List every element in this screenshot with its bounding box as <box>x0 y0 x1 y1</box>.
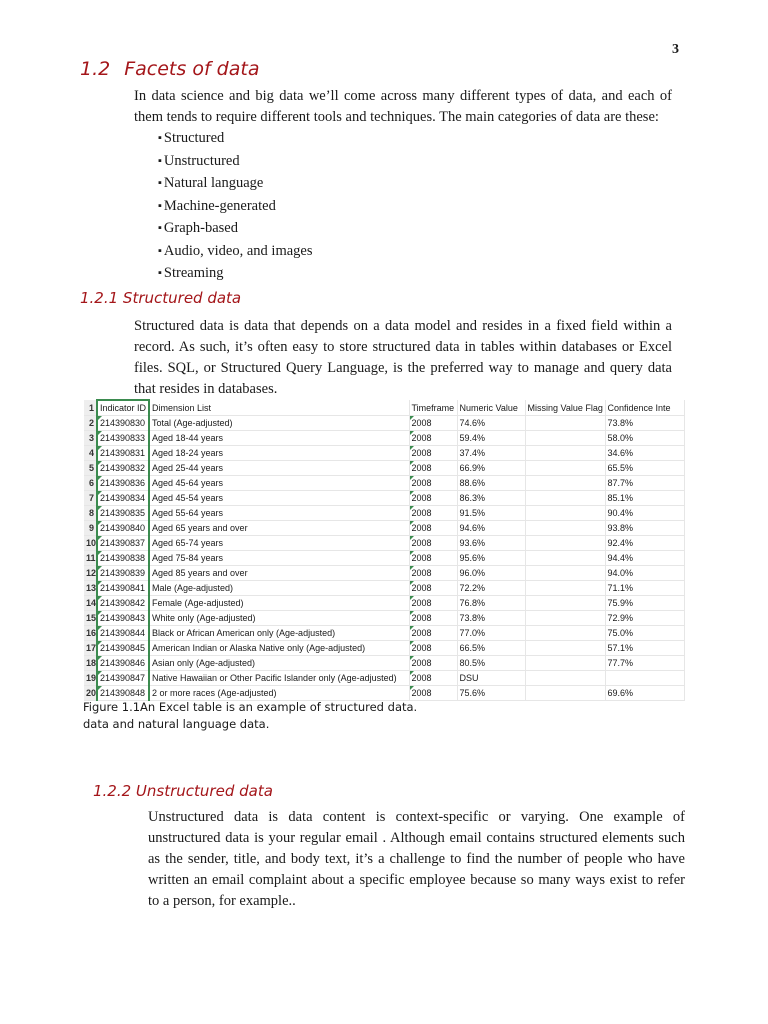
table-cell[interactable] <box>525 491 605 506</box>
table-cell[interactable]: 37.4% <box>457 446 525 461</box>
row-number: 8 <box>84 506 97 521</box>
table-cell[interactable]: 34.6% <box>605 446 684 461</box>
table-cell[interactable] <box>605 671 684 686</box>
unstructured-heading: 1.2.2 Unstructured data <box>93 782 273 800</box>
column-header[interactable]: Indicator ID <box>97 400 149 416</box>
page-number: 3 <box>672 42 679 57</box>
list-item: ▪ Streaming <box>158 263 313 286</box>
table-cell[interactable] <box>525 626 605 641</box>
table-row <box>84 581 684 596</box>
table-cell[interactable]: Asian only (Age-adjusted) <box>149 656 409 671</box>
table-cell[interactable]: 94.4% <box>605 551 684 566</box>
intro-paragraph: In data science and big data we’ll come across many different types of data, and each of them tends to require different tools and techniques. The main categories of data are these: <box>134 88 672 125</box>
table-cell[interactable]: Total (Age-adjusted) <box>149 416 409 431</box>
table-cell[interactable]: 80.5% <box>457 656 525 671</box>
table-cell[interactable]: 2008 <box>409 686 457 701</box>
list-item: ▪ Audio, video, and images <box>158 241 313 264</box>
table-cell[interactable]: Aged 65 years and over <box>149 521 409 536</box>
column-header[interactable]: Confidence Inte <box>605 400 684 416</box>
table-row <box>84 461 684 476</box>
table-cell[interactable]: 75.6% <box>457 686 525 701</box>
row-number: 12 <box>84 566 97 581</box>
unstructured-paragraph: Unstructured data is data content is context-specific or varying. One example of unstructured data is your regular email . Although email contains structured elements such as the sender, title, and body text, it’s a challenge to find the number of people who have written an email complaint about a specific employee because so many ways exist to refer to a person, for example.. <box>148 809 685 909</box>
table-cell[interactable]: 87.7% <box>605 476 684 491</box>
caption-line: data and natural language data. <box>83 717 270 731</box>
table-cell[interactable]: 214390847 <box>97 671 149 686</box>
row-number: 5 <box>84 461 97 476</box>
table-cell[interactable]: 2008 <box>409 671 457 686</box>
table-cell[interactable]: 214390839 <box>97 566 149 581</box>
table-row <box>84 521 684 536</box>
table-cell[interactable]: DSU <box>457 671 525 686</box>
table-cell[interactable] <box>525 671 605 686</box>
table-cell[interactable]: 2008 <box>409 596 457 611</box>
caption-line: Figure 1.1An Excel table is an example of structured data. <box>83 700 418 714</box>
table-row <box>84 551 684 566</box>
category-list <box>158 128 313 286</box>
table-cell[interactable]: 93.6% <box>457 536 525 551</box>
table-cell[interactable]: 2008 <box>409 506 457 521</box>
table-cell[interactable]: 214390841 <box>97 581 149 596</box>
table-cell[interactable]: 214390843 <box>97 611 149 626</box>
table-cell[interactable]: 2008 <box>409 431 457 446</box>
table-cell[interactable]: 58.0% <box>605 431 684 446</box>
table-cell[interactable]: 66.9% <box>457 461 525 476</box>
figure-caption <box>83 699 583 733</box>
table-cell[interactable]: American Indian or Alaska Native only (Age-adjusted) <box>149 641 409 656</box>
table-cell[interactable]: 95.6% <box>457 551 525 566</box>
table-cell[interactable]: 2008 <box>409 416 457 431</box>
list-item: ▪ Structured <box>158 128 313 151</box>
section-heading <box>80 58 259 80</box>
table-cell[interactable]: 214390838 <box>97 551 149 566</box>
table-cell[interactable]: 214390848 <box>97 686 149 701</box>
table-cell[interactable]: 74.6% <box>457 416 525 431</box>
table-cell[interactable]: 77.7% <box>605 656 684 671</box>
table-row <box>84 671 684 686</box>
table-cell[interactable] <box>525 596 605 611</box>
table-row <box>84 536 684 551</box>
table-cell[interactable]: 214390846 <box>97 656 149 671</box>
table-cell[interactable]: 59.4% <box>457 431 525 446</box>
table-cell[interactable]: 214390833 <box>97 431 149 446</box>
table-row <box>84 416 684 431</box>
table-cell[interactable]: 2008 <box>409 536 457 551</box>
row-number: 1 <box>84 400 97 416</box>
row-number: 17 <box>84 641 97 656</box>
table-cell[interactable] <box>525 611 605 626</box>
table-cell[interactable]: 72.9% <box>605 611 684 626</box>
table-row <box>84 611 684 626</box>
table-cell[interactable] <box>525 431 605 446</box>
section-title: Facets of data <box>124 58 260 80</box>
table-cell[interactable]: 214390836 <box>97 476 149 491</box>
section-number: 1.2 <box>80 58 111 80</box>
table-header-row <box>84 400 684 416</box>
table-cell[interactable]: 214390830 <box>97 416 149 431</box>
column-header[interactable]: Dimension List <box>149 400 409 416</box>
table-cell[interactable]: 2008 <box>409 656 457 671</box>
table-cell[interactable]: 75.9% <box>605 596 684 611</box>
table-row <box>84 476 684 491</box>
table-row <box>84 641 684 656</box>
table-cell[interactable]: 72.2% <box>457 581 525 596</box>
list-item: ▪ Natural language <box>158 173 313 196</box>
table-cell[interactable] <box>525 551 605 566</box>
table-cell[interactable] <box>525 446 605 461</box>
table-cell[interactable]: 2008 <box>409 476 457 491</box>
table-cell[interactable]: Aged 25-44 years <box>149 461 409 476</box>
table-cell[interactable]: 214390845 <box>97 641 149 656</box>
table-cell[interactable]: 76.8% <box>457 596 525 611</box>
table-cell[interactable]: 2 or more races (Age-adjusted) <box>149 686 409 701</box>
table-cell[interactable]: 2008 <box>409 641 457 656</box>
list-item: ▪ Unstructured <box>158 151 313 174</box>
table-cell[interactable]: 92.4% <box>605 536 684 551</box>
table-cell[interactable]: Aged 55-64 years <box>149 506 409 521</box>
table-row <box>84 506 684 521</box>
table-cell[interactable]: 2008 <box>409 566 457 581</box>
table-row <box>84 431 684 446</box>
column-header[interactable]: Timeframe <box>409 400 457 416</box>
column-header[interactable]: Missing Value Flag <box>525 400 605 416</box>
table-row <box>84 446 684 461</box>
list-item: ▪ Graph-based <box>158 218 313 241</box>
table-cell[interactable]: Aged 45-64 years <box>149 476 409 491</box>
structured-paragraph: Structured data is data that depends on a data model and resides in a fixed field within a record. As such, it’s often easy to store structured data in tables within databases or Excel files. SQL, or Structured Query Language, is the preferred way to manage and query data that resides in databases. <box>134 318 672 397</box>
row-number: 3 <box>84 431 97 446</box>
table-cell[interactable]: 2008 <box>409 581 457 596</box>
table-row <box>84 491 684 506</box>
structured-heading: 1.2.1 Structured data <box>80 289 242 307</box>
table-cell[interactable]: 77.0% <box>457 626 525 641</box>
table-cell[interactable]: Aged 65-74 years <box>149 536 409 551</box>
table-cell[interactable]: Aged 45-54 years <box>149 491 409 506</box>
table-cell[interactable]: 214390834 <box>97 491 149 506</box>
row-number: 6 <box>84 476 97 491</box>
table-cell[interactable]: 88.6% <box>457 476 525 491</box>
table-cell[interactable] <box>525 656 605 671</box>
table-cell[interactable]: 2008 <box>409 446 457 461</box>
table-cell[interactable] <box>525 581 605 596</box>
table-cell[interactable]: Black or African American only (Age-adjusted) <box>149 626 409 641</box>
table-cell[interactable]: 2008 <box>409 611 457 626</box>
column-header[interactable]: Numeric Value <box>457 400 525 416</box>
row-number: 15 <box>84 611 97 626</box>
row-number: 4 <box>84 446 97 461</box>
table-cell[interactable]: 85.1% <box>605 491 684 506</box>
table-row <box>84 596 684 611</box>
table-cell[interactable] <box>525 506 605 521</box>
table-cell[interactable] <box>525 566 605 581</box>
table-cell[interactable]: 214390837 <box>97 536 149 551</box>
table-cell[interactable]: 2008 <box>409 461 457 476</box>
table-cell[interactable]: 75.0% <box>605 626 684 641</box>
table-cell[interactable]: Aged 85 years and over <box>149 566 409 581</box>
table-cell[interactable] <box>525 476 605 491</box>
table-cell[interactable]: 86.3% <box>457 491 525 506</box>
row-number: 2 <box>84 416 97 431</box>
row-number: 19 <box>84 671 97 686</box>
table-cell[interactable]: 214390844 <box>97 626 149 641</box>
table-cell[interactable] <box>525 536 605 551</box>
table-cell[interactable]: Aged 18-44 years <box>149 431 409 446</box>
table-cell[interactable] <box>525 521 605 536</box>
table-cell[interactable]: 96.0% <box>457 566 525 581</box>
excel-table-figure <box>84 399 672 698</box>
row-number: 7 <box>84 491 97 506</box>
table-cell[interactable]: White only (Age-adjusted) <box>149 611 409 626</box>
table-cell[interactable]: 2008 <box>409 551 457 566</box>
row-number: 9 <box>84 521 97 536</box>
table-cell[interactable]: 65.5% <box>605 461 684 476</box>
table-cell[interactable]: 90.4% <box>605 506 684 521</box>
row-number: 16 <box>84 626 97 641</box>
list-item: ▪ Machine-generated <box>158 196 313 219</box>
table-row <box>84 656 684 671</box>
row-number: 10 <box>84 536 97 551</box>
table-cell[interactable]: 93.8% <box>605 521 684 536</box>
table-cell[interactable]: 214390840 <box>97 521 149 536</box>
excel-table <box>84 399 685 701</box>
table-cell[interactable]: Native Hawaiian or Other Pacific Islander only (Age-adjusted) <box>149 671 409 686</box>
table-cell[interactable]: 73.8% <box>457 611 525 626</box>
table-row <box>84 626 684 641</box>
table-cell[interactable]: 69.6% <box>605 686 684 701</box>
table-cell[interactable]: 94.6% <box>457 521 525 536</box>
table-cell[interactable]: 66.5% <box>457 641 525 656</box>
table-cell[interactable] <box>525 641 605 656</box>
row-number: 14 <box>84 596 97 611</box>
table-cell[interactable]: 94.0% <box>605 566 684 581</box>
table-cell[interactable] <box>525 416 605 431</box>
table-cell[interactable]: 73.8% <box>605 416 684 431</box>
table-cell[interactable]: Female (Age-adjusted) <box>149 596 409 611</box>
table-cell[interactable]: Aged 18-24 years <box>149 446 409 461</box>
table-cell[interactable]: 57.1% <box>605 641 684 656</box>
row-number: 13 <box>84 581 97 596</box>
table-cell[interactable]: 2008 <box>409 521 457 536</box>
table-cell[interactable] <box>525 461 605 476</box>
table-cell[interactable]: 214390831 <box>97 446 149 461</box>
row-number: 20 <box>84 686 97 701</box>
table-cell[interactable]: Male (Age-adjusted) <box>149 581 409 596</box>
table-row <box>84 566 684 581</box>
table-cell[interactable]: 214390842 <box>97 596 149 611</box>
table-cell[interactable]: 2008 <box>409 491 457 506</box>
table-cell[interactable]: 71.1% <box>605 581 684 596</box>
table-cell[interactable]: 214390832 <box>97 461 149 476</box>
row-number: 18 <box>84 656 97 671</box>
table-cell[interactable]: 91.5% <box>457 506 525 521</box>
table-cell[interactable]: Aged 75-84 years <box>149 551 409 566</box>
table-cell[interactable]: 2008 <box>409 626 457 641</box>
row-number: 11 <box>84 551 97 566</box>
table-cell[interactable]: 214390835 <box>97 506 149 521</box>
